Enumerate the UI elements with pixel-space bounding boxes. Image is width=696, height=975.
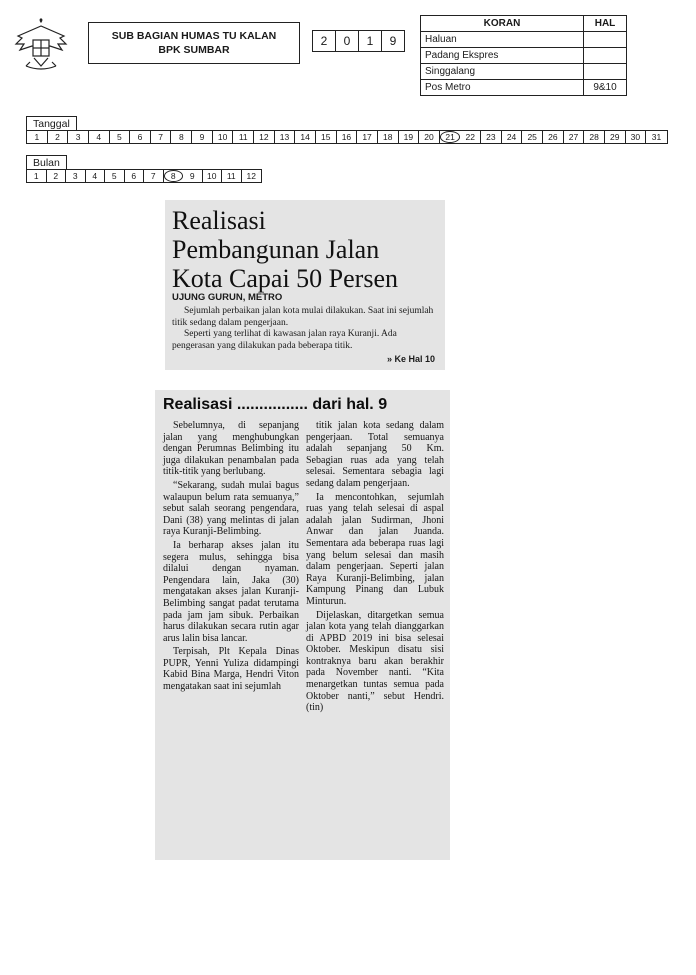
newspaper-name: Haluan xyxy=(421,32,584,48)
year-digit: 1 xyxy=(359,31,382,51)
day-cell: 3 xyxy=(68,131,89,143)
continued-on xyxy=(387,354,435,364)
bulan-label: Bulan xyxy=(26,155,67,170)
double-arrow-icon: » xyxy=(386,354,392,364)
article-headline xyxy=(172,206,398,293)
headline-line: Realisasi xyxy=(172,206,266,235)
day-cell: 16 xyxy=(337,131,358,143)
month-cell: 2 xyxy=(47,170,67,182)
day-cell: 24 xyxy=(502,131,523,143)
newspaper-name: Pos Metro xyxy=(421,80,584,96)
headline-line: Kota Capai 50 Persen xyxy=(172,264,399,293)
day-cell: 7 xyxy=(151,131,172,143)
jump-label: Ke Hal 10 xyxy=(394,354,435,364)
day-cell: 4 xyxy=(89,131,110,143)
news-clipping-continued xyxy=(155,390,450,860)
day-cell: 22 xyxy=(460,131,481,143)
lead-paragraph: Sejumlah perbaikan jalan kota mulai dilakukan. Saat ini sejumlah titik sedang dalam pengerjaan. xyxy=(172,306,434,328)
headline-line: Pembangunan Jalan xyxy=(172,235,380,264)
day-cell: 10 xyxy=(213,131,234,143)
newspaper-page xyxy=(584,48,627,64)
day-cell: 15 xyxy=(316,131,337,143)
department-box xyxy=(88,22,300,64)
day-cell: 11 xyxy=(233,131,254,143)
article-paragraph: Terpisah, Plt Kepala Dinas PUPR, Yenni Yuliza didampingi Kabid Bina Marga, Hendri Viton mengatakan saat ini sejumlah xyxy=(163,646,299,693)
day-cell: 2 xyxy=(48,131,69,143)
article-paragraph: Dijelaskan, ditargetkan semua jalan kota yang telah dianggarkan di APBD 2019 ini bisa selesai Oktober. Meskipun disatu sisi kontraknya baru akan berakhir pada November nanti. “Kita menargetkan tuntas semua pada Oktober nanti,” sebut Hendri. (tin) xyxy=(306,609,444,714)
article-paragraph: titik jalan kota sedang dalam pengerjaan. Total semuanya adalah sepanjang 50 Km. Sebagian ruas ada yang telah selesai. Sementara sebagia lagi sedang dalam pengerjaan. xyxy=(306,420,444,489)
month-cell: 10 xyxy=(203,170,223,182)
day-cell: 28 xyxy=(584,131,605,143)
article-paragraph: Ia berharap akses jalan itu segera mulus, sehingga bisa dilalui dengan nyaman. Pengendara lain, Jaka (30) mengatakan akses jalan Kuranji-Belimbing sangat padat terutama pada jam jam sibuk. Perbaikan harus dilakukan secara rutin agar arus lalin bisa lancar. xyxy=(163,539,299,644)
day-cell: 30 xyxy=(626,131,647,143)
month-cell: 11 xyxy=(222,170,242,182)
tanggal-label: Tanggal xyxy=(26,116,77,131)
article-column-2 xyxy=(306,420,444,716)
day-cell: 31 xyxy=(651,132,662,142)
office-name: BPK SUMBAR xyxy=(158,44,230,56)
day-cell: 9 xyxy=(192,131,213,143)
month-cell: 3 xyxy=(66,170,86,182)
day-cell: 6 xyxy=(130,131,151,143)
month-cell: 7 xyxy=(144,170,164,182)
month-cell: 12 xyxy=(246,171,256,181)
department-name: SUB BAGIAN HUMAS TU KALAN xyxy=(111,30,277,42)
newspaper-page xyxy=(584,32,627,48)
year-digit: 2 xyxy=(313,31,336,51)
day-cell: 19 xyxy=(399,131,420,143)
article-paragraph: “Sekarang, sudah mulai bagus walaupun belum rata semuanya,” sebut salah seorang pengendara, Dani (38) yang melintas di jalan raya Kuranji-Belimbing. xyxy=(163,479,299,538)
koran-header: KORAN xyxy=(421,16,584,32)
day-cell: 23 xyxy=(481,131,502,143)
newspaper-table xyxy=(420,15,627,96)
month-cell: 5 xyxy=(105,170,125,182)
month-cell: 6 xyxy=(125,170,145,182)
newspaper-name: Padang Ekspres xyxy=(421,48,584,64)
article-column-1 xyxy=(163,420,299,695)
year-digit: 0 xyxy=(336,31,359,51)
day-cell: 14 xyxy=(295,131,316,143)
day-cell: 20 xyxy=(419,131,440,143)
day-cell: 1 xyxy=(27,131,48,143)
month-selector xyxy=(26,169,262,183)
year-digit: 9 xyxy=(389,34,397,48)
article-lead xyxy=(172,306,440,352)
lead-paragraph: Seperti yang terlihat di kawasan jalan raya Kuranji. Ada pengerasan yang dilakukan pada beberapa titik. xyxy=(172,329,397,351)
day-cell: 29 xyxy=(605,131,626,143)
hal-header: HAL xyxy=(584,16,627,32)
day-cell: 8 xyxy=(171,131,192,143)
day-cell: 13 xyxy=(275,131,296,143)
day-cell: 17 xyxy=(357,131,378,143)
month-cell-selected: 8 xyxy=(164,170,184,182)
day-cell: 26 xyxy=(543,131,564,143)
day-cell: 18 xyxy=(378,131,399,143)
month-cell: 9 xyxy=(183,170,203,182)
day-cell: 5 xyxy=(110,131,131,143)
article-paragraph: Ia mencontohkan, sejumlah ruas yang telah selesai di aspal adalah jalan Sudirman, Jhoni Anwar dan jalan Juanda. Sementara ada beberapa ruas lagi yang belum selesai dan masih dalam pengerjaan. Seperti jalan Raya Kuranji-Belimbing, jalan Kampung Pinang dan Lubuk Minturun. xyxy=(306,491,444,607)
article-paragraph: Sebelumnya, di sepanjang jalan yang menghubungkan dengan Perumnas Belimbing itu juga dilakukan penambalan pada titik-titik yang berlubang. xyxy=(163,420,299,478)
newspaper-page: 9&10 xyxy=(584,80,627,96)
continued-title: Realisasi ................ dari hal. 9 xyxy=(163,396,388,413)
day-cell: 27 xyxy=(564,131,585,143)
garuda-emblem-icon xyxy=(12,14,70,76)
day-selector xyxy=(26,130,668,144)
month-cell: 4 xyxy=(86,170,106,182)
year-box xyxy=(312,30,405,52)
day-cell: 25 xyxy=(522,131,543,143)
month-cell: 1 xyxy=(27,170,47,182)
day-cell-selected: 21 xyxy=(440,131,461,143)
day-cell: 12 xyxy=(254,131,275,143)
news-clipping-main xyxy=(165,200,445,370)
newspaper-name: Singgalang xyxy=(421,64,584,80)
newspaper-page xyxy=(584,64,627,80)
article-dateline: UJUNG GURUN, METRO xyxy=(172,292,283,303)
